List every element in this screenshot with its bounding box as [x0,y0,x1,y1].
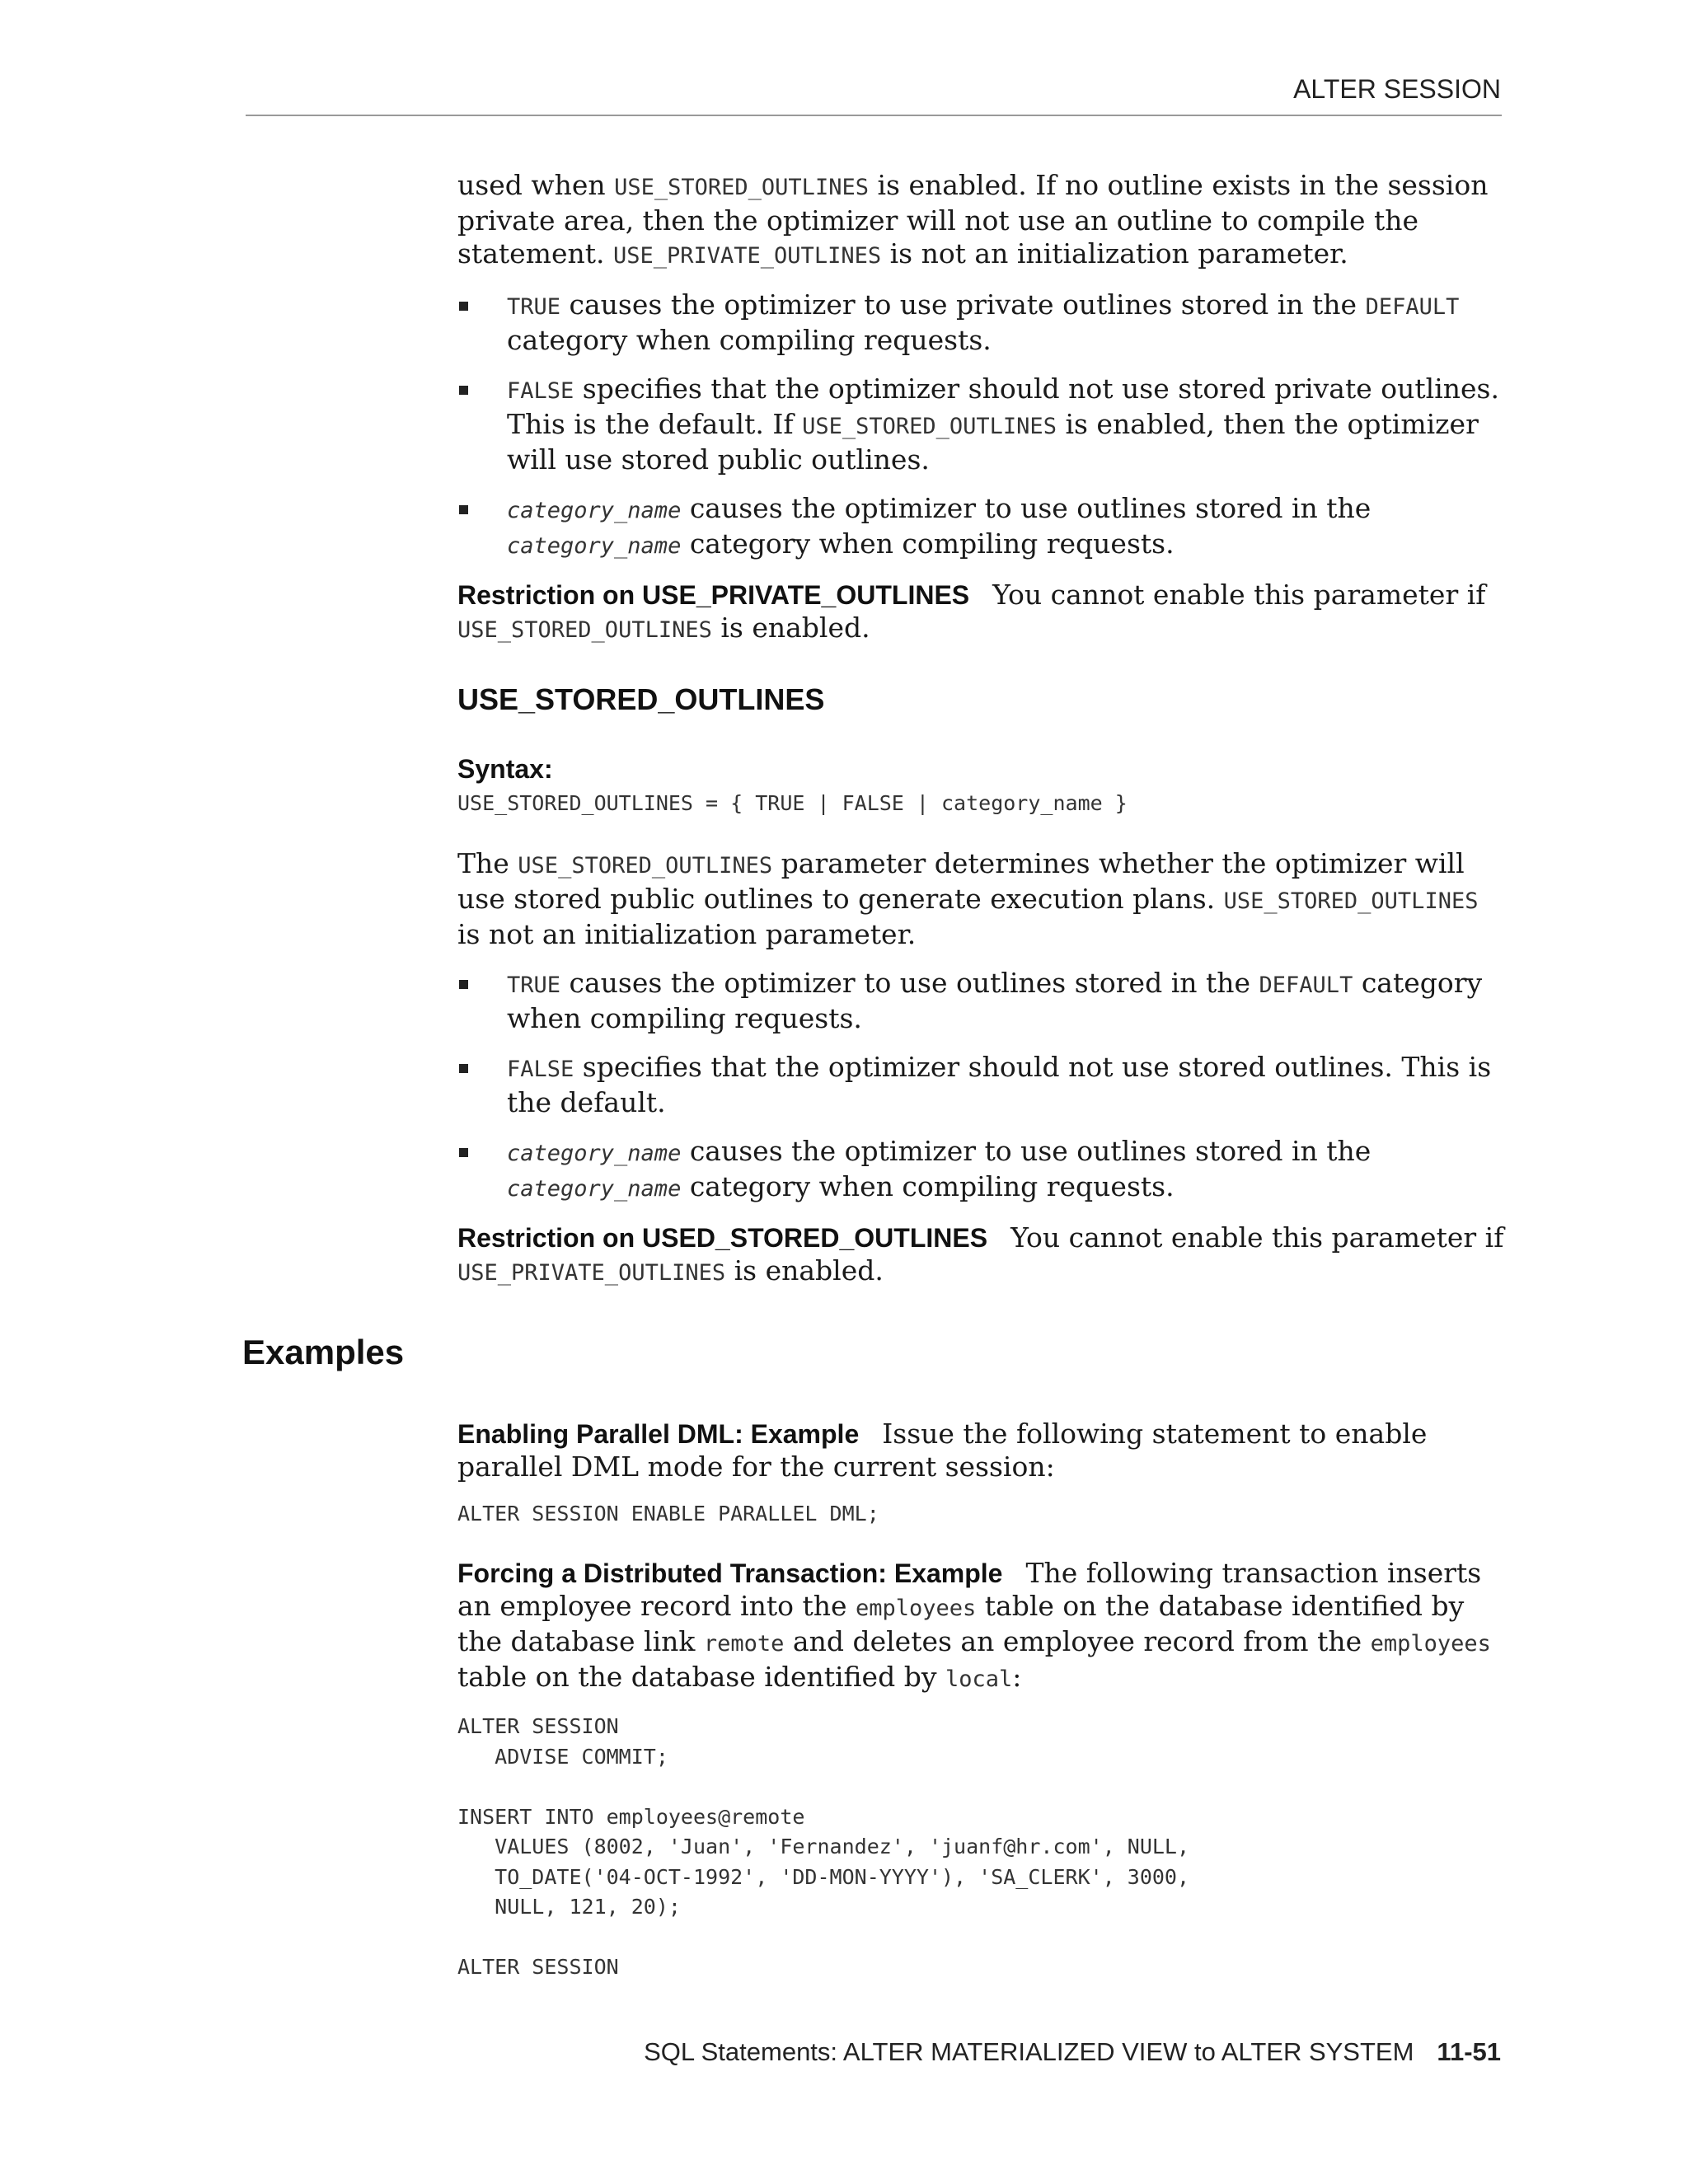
text-run: parameter determines whether the optimizer will use stored public outlines to generate execution plans. [457,846,1465,915]
intro-paragraph [457,169,1504,273]
restriction-private [457,579,1504,647]
examples-spacer [457,1305,1504,1418]
inline-code: USE_STORED_OUTLINES [1223,888,1479,914]
example-distributed-transaction [457,1557,1504,1696]
code-block-distributed-transaction: ALTER SESSION ADVISE COMMIT; INSERT INTO employees@remote VALUES (8002, 'Juan', 'Fernandez', 'juanf@hr.com', NULL, TO_DATE('04-OCT-1992', 'DD-MON-YYYY'), 'SA_CLERK', 3000, NULL, 121, 20); ALTER SESSION [457,1714,1190,1979]
stored-description [457,847,1504,951]
text-run: You cannot enable this parameter if [992,579,1486,611]
text-run: The [457,846,518,879]
main-content [457,169,1504,2011]
running-header: ALTER SESSION [1293,74,1501,104]
text-run: and deletes an employee record from the [784,1625,1371,1657]
inline-code: employees [1370,1631,1491,1657]
inline-code: USE_STORED_OUTLINES [518,852,773,879]
text-run: table on the database identified by [457,1661,945,1693]
text-run: category when compiling requests. [681,527,1175,560]
list-item [457,492,1504,563]
bullet-square-icon [459,505,468,514]
text-run: is not an initialization parameter. [881,237,1348,269]
list-item [457,288,1504,357]
text-run: causes the optimizer to use private outlines stored in the [560,288,1366,321]
bullet-square-icon [459,1064,468,1073]
text-run: Issue the following statement to enable parallel DML mode for the current session: [457,1417,1428,1483]
runin-heading: Restriction on USE_PRIVATE_OUTLINES [457,580,970,610]
inline-code: employees [855,1596,977,1621]
private-outlines-list [457,288,1504,563]
inline-code: USE_STORED_OUTLINES [457,617,712,643]
text-run: specifies that the optimizer should not use stored outlines. This is the default. [507,1050,1492,1118]
inline-code: DEFAULT [1259,972,1353,998]
inline-code: USE_PRIVATE_OUTLINES [612,243,882,269]
inline-code-italic: category_name [507,1140,682,1166]
list-item [457,1135,1504,1206]
inline-code-italic: category_name [507,498,682,523]
text-run: causes the optimizer to use outlines stored in the [560,966,1259,999]
text-run: is enabled, then the optimizer will use stored public outlines. [507,408,1479,476]
runin-heading: Restriction on USED_STORED_OUTLINES [457,1222,988,1253]
bullet-square-icon [459,302,468,311]
text-run: You cannot enable this parameter if [1010,1221,1504,1254]
inline-code: USE_PRIVATE_OUTLINES [457,1259,726,1286]
restriction-stored [457,1221,1504,1290]
inline-code: remote [703,1631,785,1657]
text-run: The following transaction inserts an employee record into the [457,1557,1482,1622]
list-item [457,373,1504,476]
inline-code: USE_STORED_OUTLINES [614,175,869,200]
example-parallel-dml [457,1418,1504,1483]
code-block-parallel-dml: ALTER SESSION ENABLE PARALLEL DML; [457,1501,879,1526]
text-run: category when compiling requests. [681,1169,1175,1202]
page-number: 11-51 [1437,2037,1501,2066]
list-item [457,967,1504,1035]
inline-code-italic: category_name [507,533,682,559]
bullet-square-icon [459,386,468,395]
text-run: specifies that the optimizer should not use stored private outlines. This is the default. If [507,373,1499,440]
page-footer [644,2037,1501,2067]
text-run: : [1012,1661,1022,1693]
runin-heading: Forcing a Distributed Transaction: Example [457,1558,1003,1588]
list-item [457,1051,1504,1119]
stored-outlines-list [457,967,1504,1206]
text-run: used when [457,169,615,201]
text-run: causes the optimizer to use outlines stored in the [681,492,1372,524]
syntax-label: Syntax: [457,754,553,784]
text-run: is enabled. [711,612,870,644]
header-rule [246,115,1502,116]
text-run: causes the optimizer to use outlines stored in the [681,1134,1372,1167]
text-run: category when compiling requests. [507,324,992,356]
inline-code: USE_STORED_OUTLINES [802,414,1057,439]
bullet-square-icon [459,980,468,989]
runin-heading: Enabling Parallel DML: Example [457,1418,860,1449]
inline-code: DEFAULT [1365,294,1460,320]
text-run: is enabled. If no outline exists in the session private area, then the optimizer will not use an outline to compile the statement. [457,169,1489,269]
inline-code-italic: category_name [507,1175,682,1202]
syntax-code: USE_STORED_OUTLINES = { TRUE | FALSE | category_name } [457,791,1128,815]
inline-code: FALSE [507,378,574,404]
footer-text: SQL Statements: ALTER MATERIALIZED VIEW to ALTER SYSTEM [644,2037,1414,2066]
bullet-square-icon [459,1148,468,1157]
section-heading-use-stored-outlines: USE_STORED_OUTLINES [457,682,825,716]
inline-code: TRUE [507,972,561,998]
inline-code: local [945,1666,1013,1692]
inline-code: FALSE [507,1056,574,1082]
examples-heading: Examples [242,1333,405,1371]
text-run: category when compiling requests. [507,966,1483,1034]
inline-code: TRUE [507,294,561,320]
text-run: is not an initialization parameter. [457,917,917,950]
text-run: is enabled. [725,1254,884,1286]
text-run: table on the database identified by the database link [457,1590,1465,1657]
